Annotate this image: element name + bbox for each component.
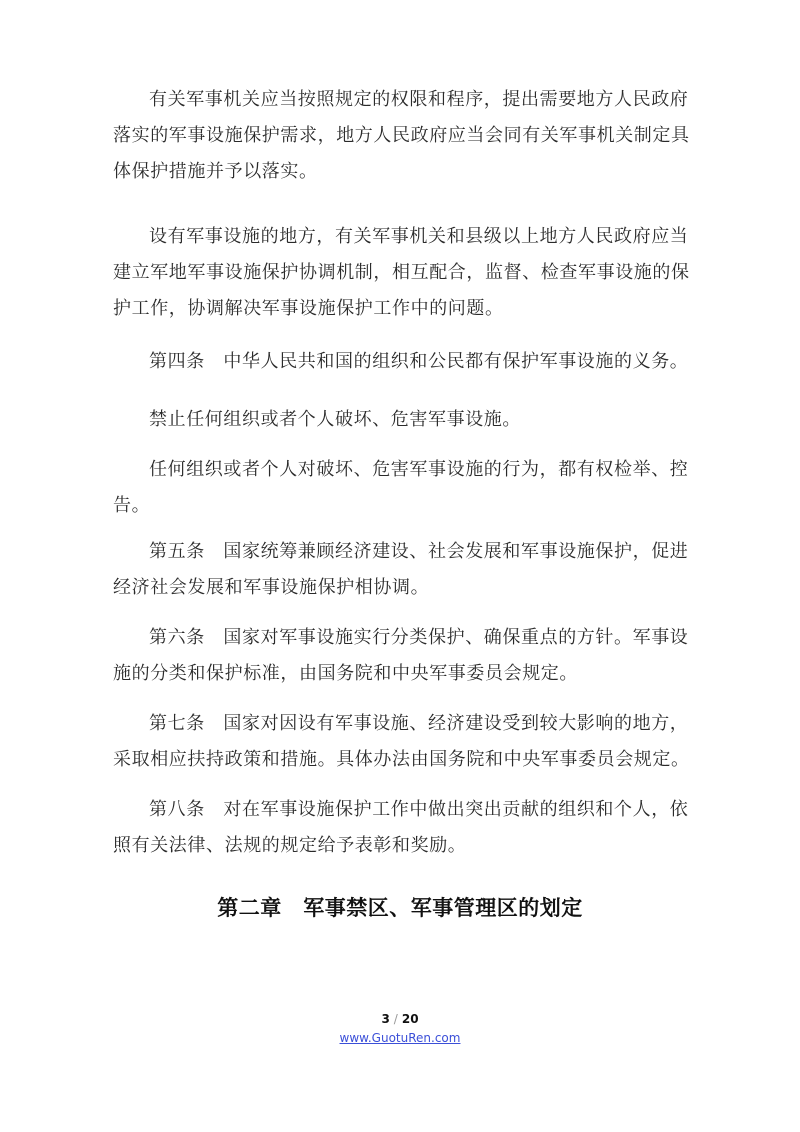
article-6: 第六条 国家对军事设施实行分类保护、确保重点的方针。军事设施的分类和保护标准，由国务院和中央军事委员会规定。 <box>113 627 689 684</box>
page-current: 3 <box>381 1012 390 1026</box>
website-link[interactable]: www.GuotuRen.com <box>339 1031 461 1045</box>
article-4: 第四条 中华人民共和国的组织和公民都有保护军事设施的义务。 <box>149 351 689 372</box>
chapter-heading: 第二章 军事禁区、军事管理区的划定 <box>217 896 583 920</box>
page-separator: / <box>393 1012 398 1026</box>
paragraph: 设有军事设施的地方，有关军事机关和县级以上地方人民政府应当建立军地军事设施保护协调机制，相互配合，监督、检查军事设施的保护工作，协调解决军事设施保护工作中的问题。 <box>113 226 690 319</box>
article-5: 第五条 国家统筹兼顾经济建设、社会发展和军事设施保护，促进经济社会发展和军事设施保护相协调。 <box>113 541 689 598</box>
paragraph: 有关军事机关应当按照规定的权限和程序，提出需要地方人民政府落实的军事设施保护需求，地方人民政府应当会同有关军事机关制定具体保护措施并予以落实。 <box>113 89 690 182</box>
article-8: 第八条 对在军事设施保护工作中做出突出贡献的组织和个人，依照有关法律、法规的规定给予表彰和奖励。 <box>113 799 689 856</box>
paragraph: 任何组织或者个人对破坏、危害军事设施的行为，都有权检举、控告。 <box>113 459 689 516</box>
page-total: 20 <box>401 1012 419 1026</box>
page-number <box>0 1012 800 1026</box>
footer-link-container <box>0 1031 800 1045</box>
paragraph: 禁止任何组织或者个人破坏、危害军事设施。 <box>149 409 521 430</box>
article-7: 第七条 国家对因设有军事设施、经济建设受到较大影响的地方，采取相应扶持政策和措施。具体办法由国务院和中央军事委员会规定。 <box>113 713 690 770</box>
